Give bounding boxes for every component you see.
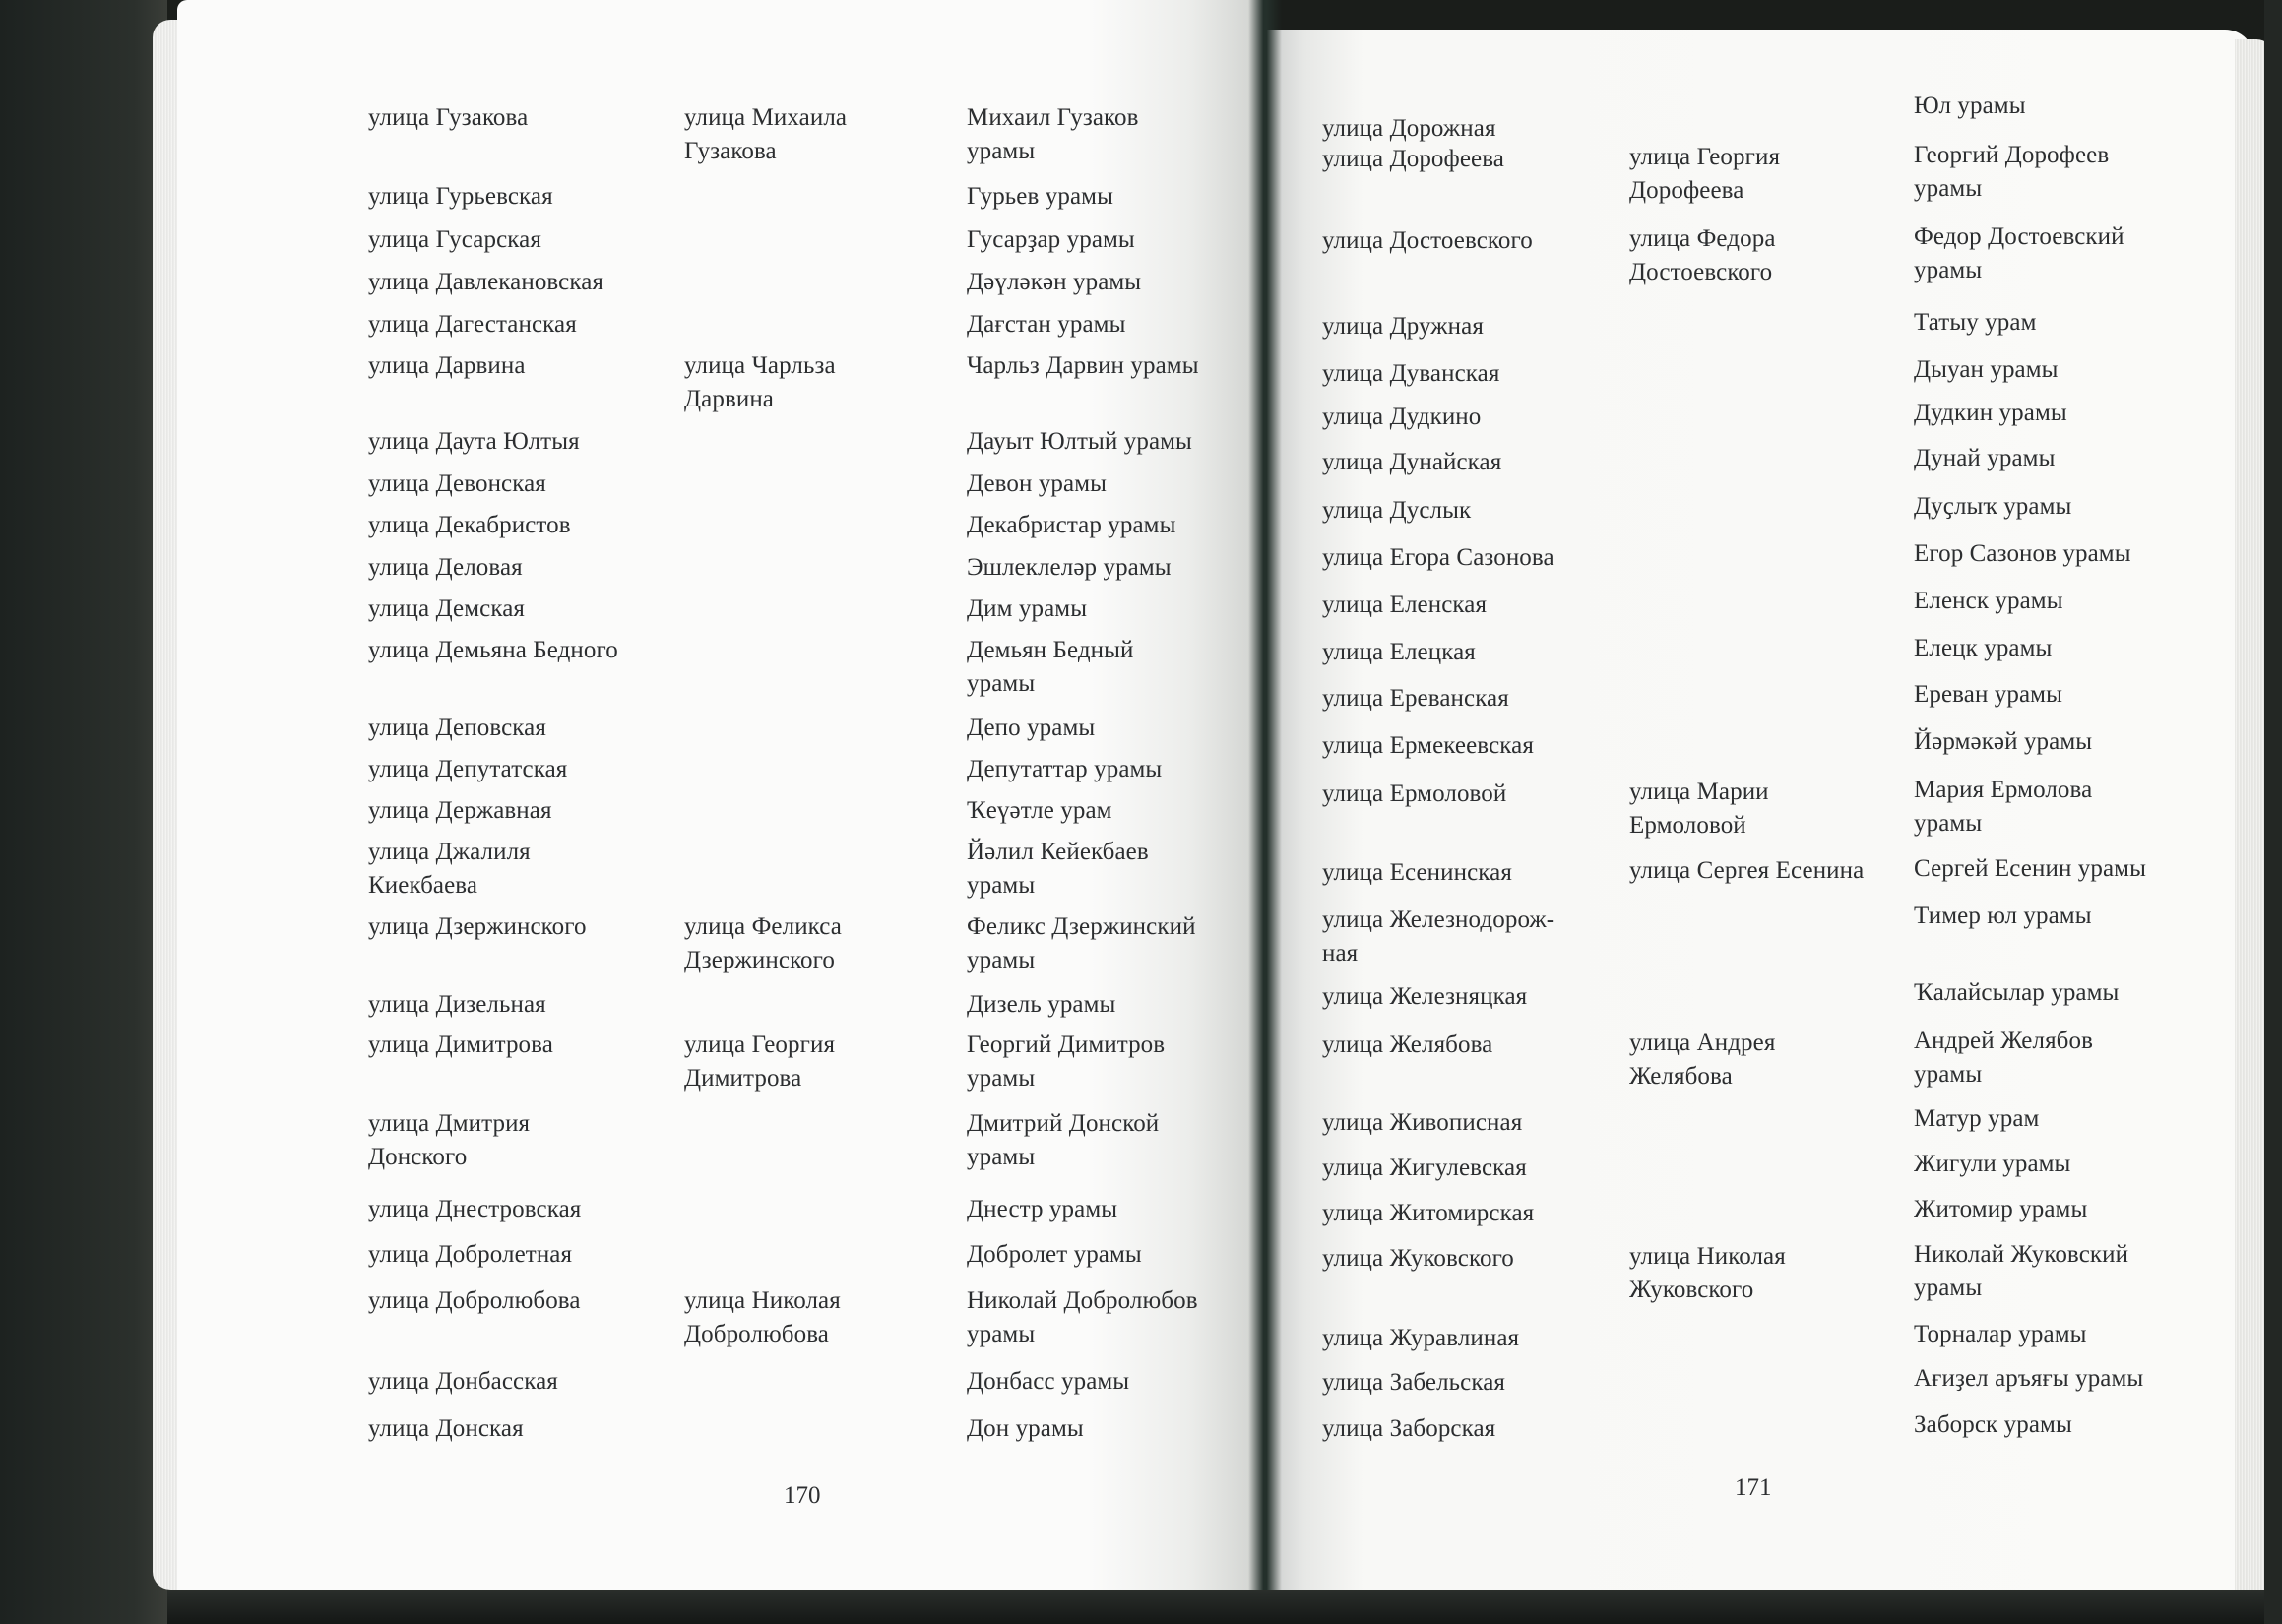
- entry-ba: Декабристар урамы: [967, 512, 1176, 538]
- entry-ru: улица Декабристов: [368, 512, 571, 538]
- entry-ru: улица Даута Юлтыя: [368, 428, 580, 455]
- entry-ru: улица Желябова: [1322, 1031, 1493, 1058]
- entry-ba: Гурьев урамы: [967, 183, 1113, 210]
- entry-ba: Николай Жуковский урамы: [1914, 1240, 2129, 1301]
- entry-ba: Мария Ермолова урамы: [1914, 776, 2093, 837]
- entry-ru: улица Дуванская: [1322, 360, 1500, 387]
- entry-ru: улица Дорожная: [1322, 115, 1496, 142]
- entry-ru: улица Забельская: [1322, 1369, 1506, 1396]
- entry-ba: Тимер юл урамы: [1914, 902, 2092, 929]
- entry-ba: Житомир урамы: [1914, 1195, 2088, 1222]
- page-number-right: 171: [1735, 1474, 1772, 1501]
- entry-ru: улица Достоевского: [1322, 227, 1533, 254]
- entry-ba: Дудкин урамы: [1914, 399, 2067, 426]
- entry-ru: улица Заборская: [1322, 1415, 1496, 1442]
- entry-ru-full: улица Марии Ермоловой: [1629, 778, 1769, 839]
- entry-ba: Йәрмәкәй урамы: [1914, 727, 2093, 755]
- table-surface-right: [2264, 0, 2282, 1624]
- entry-ru: улица Гурьевская: [368, 183, 553, 210]
- entry-ba: Дауыт Юлтый урамы: [967, 428, 1192, 455]
- entry-ba: Днестр урамы: [967, 1196, 1118, 1222]
- entry-ba: Егор Сазонов урамы: [1914, 539, 2131, 567]
- entry-ba: Йәлил Кейекбаев урамы: [967, 839, 1149, 899]
- entry-ba: Дунай урамы: [1914, 444, 2056, 471]
- entry-ba: Демьян Бедный урамы: [967, 637, 1134, 697]
- entry-ba: Георгий Димитров урамы: [967, 1031, 1166, 1092]
- entry-ba: Жигули урамы: [1914, 1150, 2071, 1177]
- entry-ru: улица Джалиля Киекбаева: [368, 839, 531, 899]
- entry-ru: улица Дмитрия Донского: [368, 1110, 531, 1170]
- entry-ru: улица Депутатская: [368, 756, 568, 782]
- entry-ru: улица Дагестанская: [368, 311, 577, 338]
- entry-ru: улица Дизельная: [368, 991, 546, 1018]
- book-bottom-edge: [167, 1590, 2264, 1624]
- entry-ru: улица Ермоловой: [1322, 781, 1507, 807]
- entry-ba: Дизель урамы: [967, 991, 1116, 1018]
- entry-ru: улица Елецкая: [1322, 639, 1476, 665]
- entry-ba: Торналар урамы: [1914, 1320, 2087, 1347]
- entry-ba: Дмитрий Донской урамы: [967, 1110, 1160, 1170]
- entry-ru: улица Днестровская: [368, 1196, 582, 1222]
- entry-ba: Ҡалайсылар урамы: [1914, 978, 2120, 1006]
- entry-ru: улица Дружная: [1322, 313, 1484, 340]
- entry-ba: Чарльз Дарвин урамы: [967, 352, 1199, 379]
- entry-ba: Еленск урамы: [1914, 587, 2063, 614]
- entry-ru: улица Добролюбова: [368, 1287, 581, 1314]
- entry-ba: Добролет урамы: [967, 1241, 1142, 1268]
- entry-ru: улица Добролетная: [368, 1241, 573, 1268]
- entry-ru: улица Донская: [368, 1415, 524, 1442]
- entry-ru-full: улица Михаила Гузакова: [684, 104, 848, 164]
- entry-ba: Николай Добролюбов урамы: [967, 1287, 1198, 1347]
- entry-ba: Ереван урамы: [1914, 680, 2062, 708]
- entry-ru: улица Дунайская: [1322, 449, 1502, 475]
- entry-ru: улица Ермекеевская: [1322, 732, 1534, 759]
- entry-ba: Федор Достоевский урамы: [1914, 222, 2124, 283]
- entry-ru: улица Гузакова: [368, 104, 529, 131]
- entry-ru: улица Гусарская: [368, 226, 541, 253]
- entry-ru: улица Ереванская: [1322, 685, 1509, 712]
- entry-ba: Михаил Гузаков урамы: [967, 104, 1139, 164]
- entry-ba: Андрей Желябов урамы: [1914, 1027, 2094, 1088]
- entry-ru: улица Донбасская: [368, 1368, 558, 1395]
- entry-ba: Феликс Дзержинский урамы: [967, 913, 1196, 973]
- entry-ba: Юл урамы: [1914, 92, 2026, 119]
- book-gutter: [1248, 0, 1282, 1624]
- table-surface-left: [0, 0, 167, 1624]
- entry-ba: Дуҫлыҡ урамы: [1914, 492, 2072, 520]
- entry-ru: улица Дорофеева: [1322, 146, 1504, 172]
- entry-ba: Ағиҙел аръяғы урамы: [1914, 1364, 2144, 1392]
- entry-ba: Эшлеклеләр урамы: [967, 554, 1172, 581]
- entry-ru: улица Давлекановская: [368, 269, 604, 295]
- entry-ba: Георгий Дорофеев урамы: [1914, 141, 2110, 202]
- entry-ba: Дағстан урамы: [967, 311, 1126, 338]
- entry-ru: улица Дзержинского: [368, 913, 587, 940]
- entry-ru-full: улица Федора Достоевского: [1629, 224, 1776, 285]
- entry-ba: Дим урамы: [967, 595, 1088, 622]
- entry-ru: улица Журавлиная: [1322, 1325, 1520, 1351]
- entry-ru: улица Житомирская: [1322, 1200, 1535, 1226]
- entry-ba: Дыуан урамы: [1914, 355, 2059, 383]
- entry-ba: Донбасс урамы: [967, 1368, 1130, 1395]
- entry-ru-full: улица Николая Добролюбова: [684, 1287, 841, 1347]
- entry-ru-full: улица Андрея Желябова: [1629, 1029, 1776, 1090]
- entry-ba: Гусарҙар урамы: [967, 226, 1135, 253]
- entry-ru: улица Жуковского: [1322, 1245, 1514, 1272]
- entry-ru: улица Деповская: [368, 715, 546, 741]
- entry-ba: Дон урамы: [967, 1415, 1084, 1442]
- entry-ba: Заборск урамы: [1914, 1410, 2072, 1438]
- entry-ru: улица Железняцкая: [1322, 983, 1528, 1010]
- entry-ba: Ҡеүәтле урам: [967, 797, 1112, 824]
- entry-ru: улица Демьяна Бедного: [368, 637, 618, 663]
- entry-ru-full: улица Феликса Дзержинского: [684, 913, 843, 973]
- entry-ru: улица Державная: [368, 797, 552, 824]
- entry-ru: улица Дудкино: [1322, 404, 1482, 430]
- entry-ru: улица Железнодорож- ная: [1322, 906, 1555, 967]
- entry-ru: улица Дарвина: [368, 352, 526, 379]
- entry-ba: Дәүләкән урамы: [967, 269, 1142, 295]
- entry-ru-full: улица Георгия Димитрова: [684, 1031, 836, 1092]
- entry-ba: Матур урам: [1914, 1104, 2040, 1132]
- entry-ba: Депо урамы: [967, 715, 1096, 741]
- entry-ru: улица Жигулевская: [1322, 1155, 1527, 1181]
- entry-ba: Депутаттар урамы: [967, 756, 1163, 782]
- entry-ru-full: улица Николая Жуковского: [1629, 1242, 1786, 1303]
- entry-ru-full: улица Георгия Дорофеева: [1629, 143, 1781, 204]
- entry-ru: улица Демская: [368, 595, 526, 622]
- entry-ru: улица Живописная: [1322, 1109, 1523, 1136]
- entry-ba: Татыу урам: [1914, 308, 2037, 336]
- entry-ru: улица Димитрова: [368, 1031, 553, 1058]
- entry-ru: улица Егора Сазонова: [1322, 544, 1554, 571]
- entry-ru: улица Деловая: [368, 554, 523, 581]
- entry-ba: Сергей Есенин урамы: [1914, 854, 2146, 882]
- page-number-left: 170: [784, 1482, 821, 1509]
- entry-ru-full: улица Чарльза Дарвина: [684, 352, 836, 412]
- entry-ru: улица Есенинская: [1322, 859, 1512, 886]
- entry-ru-full: улица Сергея Есенина: [1629, 856, 1865, 884]
- entry-ba: Елецк урамы: [1914, 634, 2053, 661]
- entry-ba: Девон урамы: [967, 470, 1108, 497]
- entry-ru: улица Дуслык: [1322, 497, 1472, 524]
- entry-ru: улица Девонская: [368, 470, 546, 497]
- entry-ru: улица Еленская: [1322, 592, 1488, 618]
